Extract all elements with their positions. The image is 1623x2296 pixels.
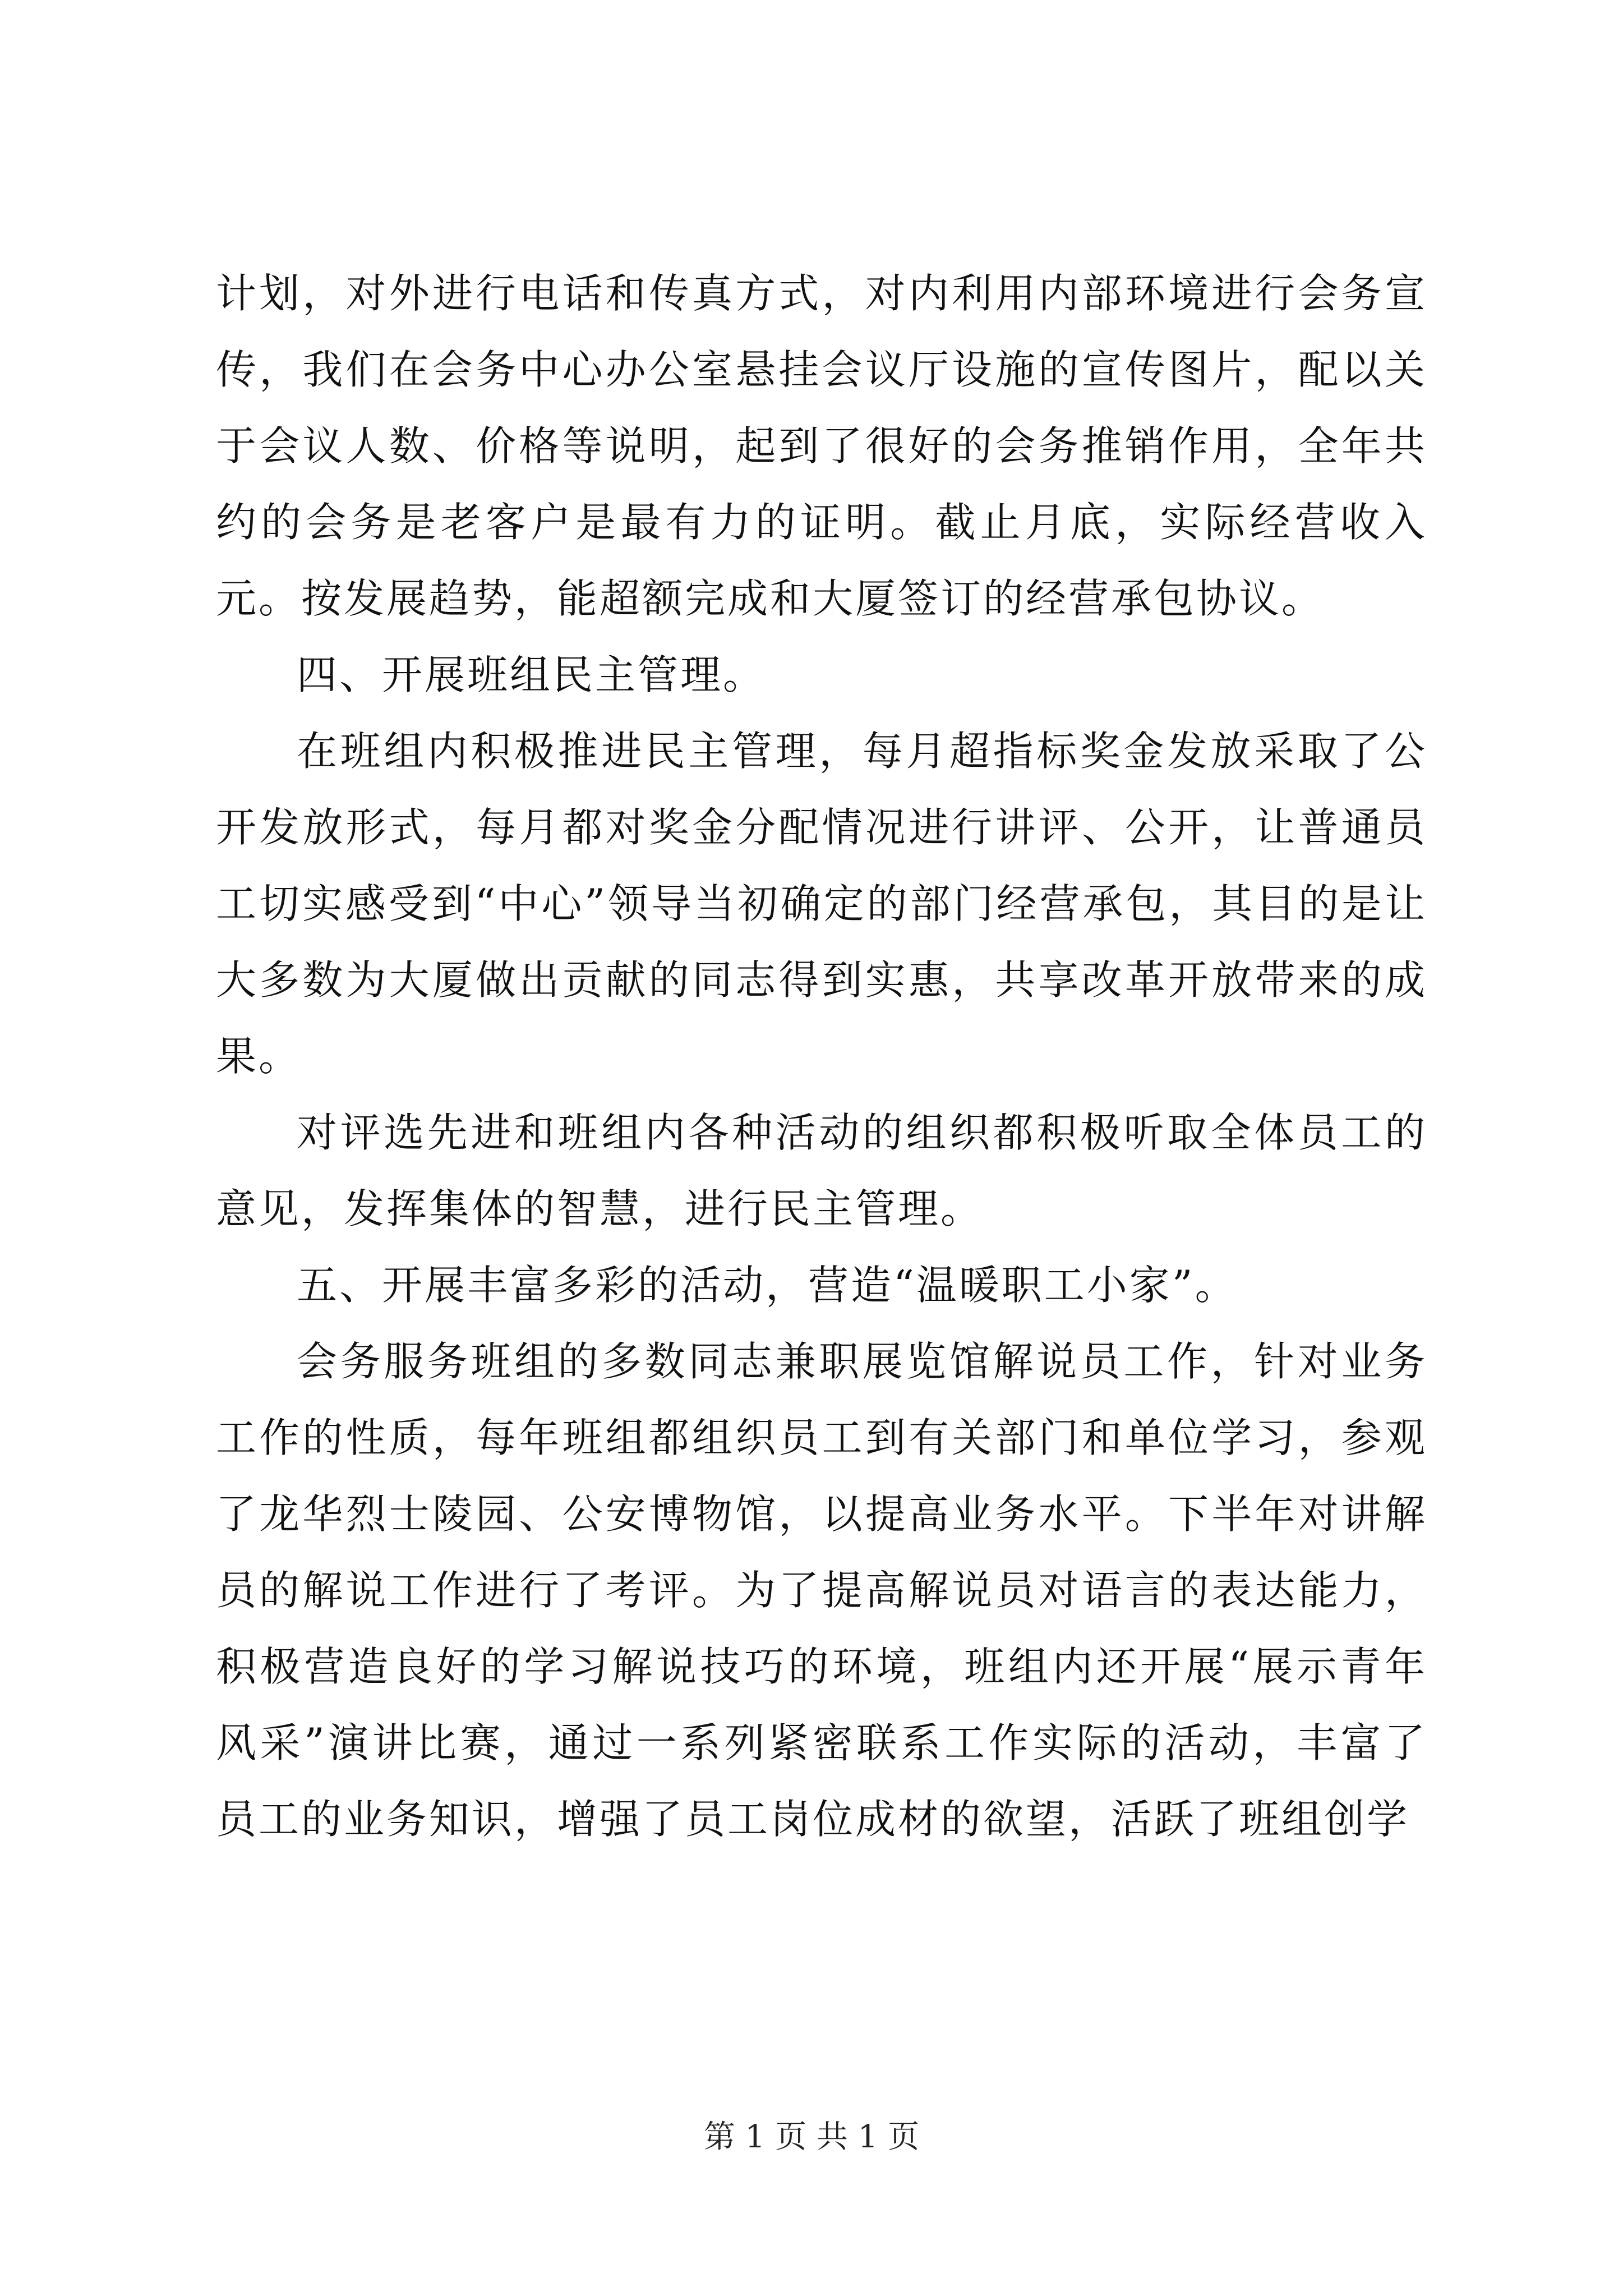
page-footer: 第 1 页 共 1 页	[703, 2119, 920, 2155]
section-heading-5: 五、开展丰富多彩的活动，营造“温暖职工小家”。	[297, 1262, 1238, 1309]
document-body	[216, 255, 1427, 1857]
paragraph-continuation: 计划，对外进行电话和传真方式，对内利用内部环境进行会务宣传，我们在会务中心办公室悬挂会议厅设施的宣传图片，配以关于会议人数、价格等说明，起到了很好的会务推销作用，全年共约的会务是老客户是最有力的证明。截止月底，实际经营收入元。按发展趋势，能超额完成和大厦签订的经营承包协议。	[216, 270, 1427, 622]
paragraph-activities: 会务服务班组的多数同志兼职展览馆解说员工作，针对业务工作的性质，每年班组都组织员工到有关部门和单位学习，参观了龙华烈士陵园、公安博物馆，以提高业务水平。下半年对讲解员的解说工作进行了考评。为了提高解说员对语言的表达能力，积极营造良好的学习解说技巧的环境，班组内还开展“展示青年风采”演讲比赛，通过一系列紧密联系工作实际的活动，丰富了员工的业务知识，增强了员工岗位成材的欲望，活跃了班组创学	[216, 1338, 1427, 1843]
paragraph-democratic-management: 在班组内积极推进民主管理，每月超指标奖金发放采取了公开发放形式，每月都对奖金分配情况进行讲评、公开，让普通员工切实感受到“中心”领导当初确定的部门经营承包，其目的是让大多数为大厦做出贡献的同志得到实惠，共享改革开放带来的成果。	[216, 728, 1427, 1080]
section-heading-4: 四、开展班组民主管理。	[297, 651, 766, 698]
paragraph-collective-wisdom: 对评选先进和班组内各种活动的组织都积极听取全体员工的意见，发挥集体的智慧，进行民主管理。	[216, 1109, 1427, 1232]
